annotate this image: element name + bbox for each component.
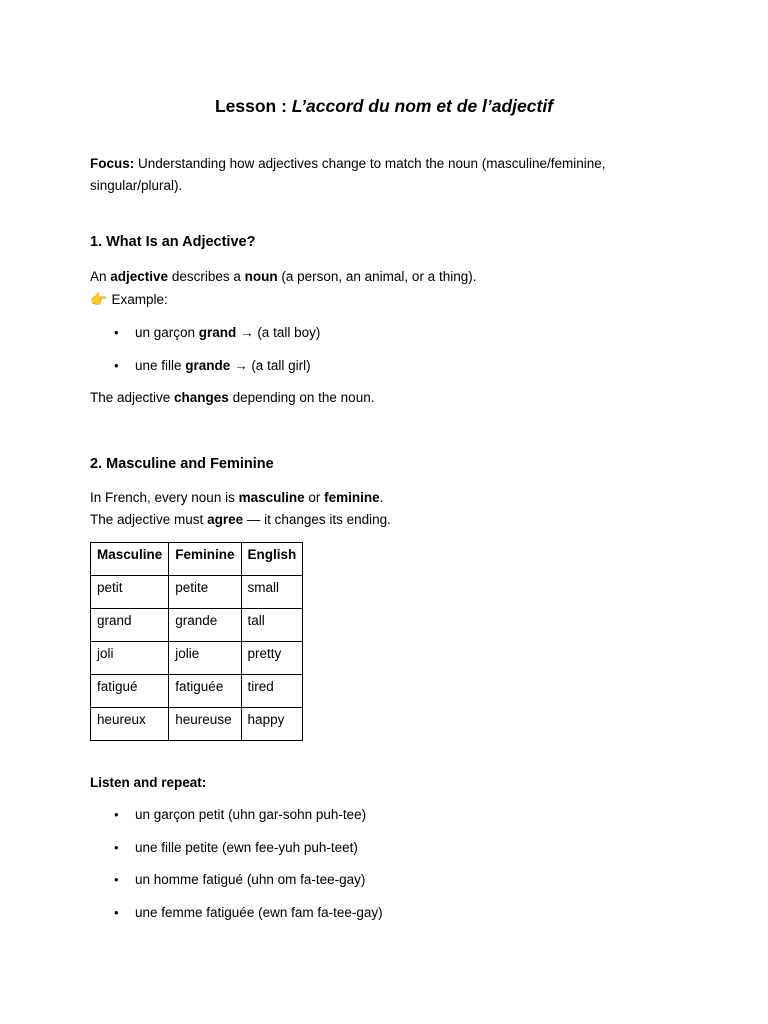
text-run: une fille [135,357,186,373]
pronunciation-text: une femme fatiguée (ewn fam fa-tee-gay) [135,904,383,920]
bullet-marker: • [114,839,119,855]
table-cell: heureuse [169,708,241,741]
list-item [90,837,383,870]
bold-term: changes [174,390,229,405]
table-row [91,609,303,642]
table-cell: tired [241,675,303,708]
section1-heading: 1. What Is an Adjective? [90,234,256,250]
pronunciation-text: une fille petite (ewn fee-yuh puh-teet) [135,839,358,855]
focus-paragraph [90,153,650,197]
bold-term: agree [207,512,244,527]
bold-term: masculine [238,490,305,505]
table-cell: grand [91,609,169,642]
table-row [91,576,303,609]
bold-term: adjective [110,269,169,284]
title-italic: L’accord du nom et de l’adjectif [291,96,554,116]
bullet-marker: • [114,904,119,920]
table-cell: petit [91,576,169,609]
text-run: → (a tall boy) [236,325,321,340]
table-cell: pretty [241,642,303,675]
text-run: → (a tall girl) [230,357,311,373]
focus-line1: Understanding how adjectives change to match the noun (masculine/feminine, [134,156,606,171]
adjective-changes-note [90,387,650,409]
table-cell: tall [241,609,303,642]
text-run: In French, every noun is [90,490,239,505]
text-run: or [304,490,325,505]
table-header-row [91,543,303,576]
table-cell: fatigué [91,675,169,708]
listen-heading-text: Listen and repeat: [90,775,207,790]
pronunciation-text: un garçon petit (uhn gar-sohn puh-tee) [135,807,367,822]
adjective-table [90,542,303,741]
adjective-definition [90,266,650,311]
section2-heading: 2. Masculine and Feminine [90,456,274,472]
list-item [90,804,383,837]
text-run: (a person, an animal, or a thing). [277,269,477,284]
table-cell: happy [241,708,303,741]
table-row [91,642,303,675]
table-cell: small [241,576,303,609]
text-run: An [90,269,111,284]
listen-heading [90,772,650,794]
text-run: — it changes its ending. [243,512,391,527]
bold-term: feminine [324,490,380,505]
list-item [90,869,383,902]
table-cell: heureux [91,708,169,741]
list-item [90,355,320,388]
bold-term: noun [244,269,278,284]
pointing-hand-icon: 👉 [90,291,108,307]
bullet-marker: • [114,357,119,373]
example-list [90,322,320,387]
table-cell: petite [169,576,241,609]
table-row [91,675,303,708]
text-run: depending on the noun. [228,390,375,405]
text-run: . [379,490,384,505]
text-run: The adjective must [90,512,208,527]
bullet-marker: • [114,807,119,822]
page-title [0,94,768,118]
table-cell: fatiguée [169,675,241,708]
list-item [90,902,383,935]
text-run: un garçon [135,325,199,340]
table-row [91,708,303,741]
pronunciation-text: un homme fatigué (uhn om fa-tee-gay) [135,872,366,887]
text-run: describes a [168,269,245,284]
table-cell: jolie [169,642,241,675]
column-header: English [241,543,303,576]
focus-label: Focus: [90,156,135,171]
example-label: Example: [111,292,168,307]
table-cell: joli [91,642,169,675]
bold-term: grande [185,357,231,373]
text-run: The adjective [90,390,175,405]
bullet-marker: • [114,872,119,887]
bullet-marker: • [114,325,119,340]
focus-line2: singular/plural). [90,178,183,193]
bold-term: grand [198,325,237,340]
pronunciation-list [90,804,383,934]
title-prefix: Lesson : [214,96,292,116]
table-cell: grande [169,609,241,642]
agreement-paragraph [90,487,650,531]
column-header: Feminine [169,543,241,576]
column-header: Masculine [91,543,169,576]
list-item [90,322,320,355]
